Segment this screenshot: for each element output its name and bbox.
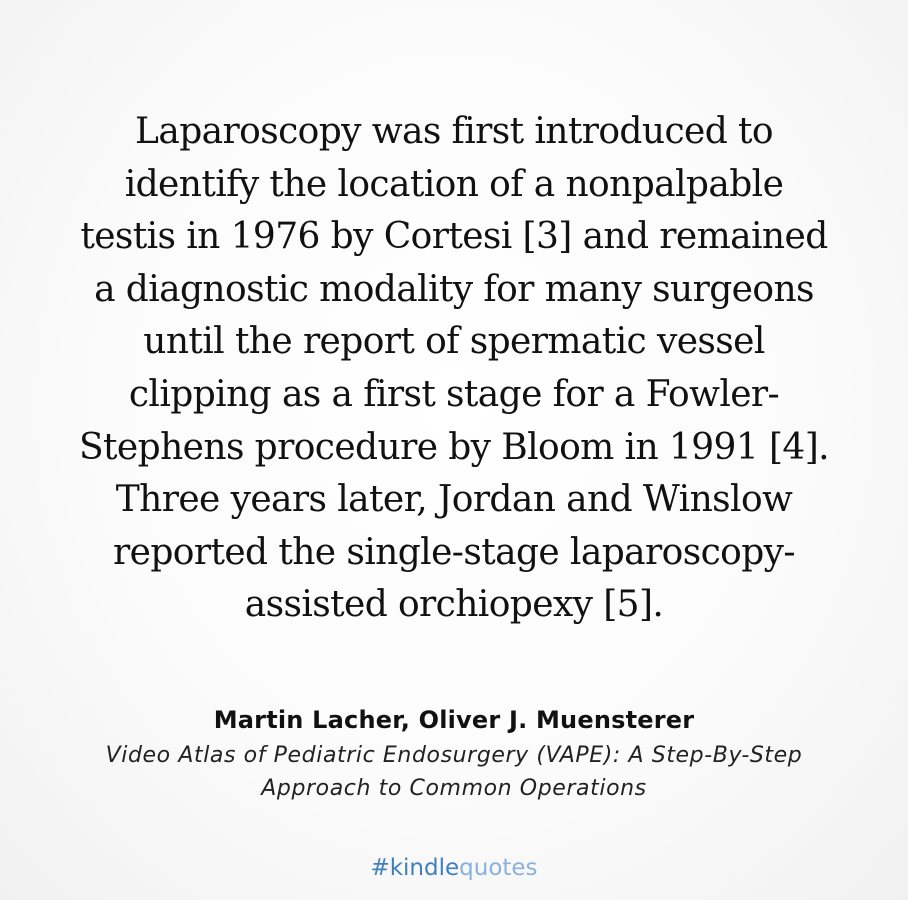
book-title: [30, 739, 878, 805]
book-title-line: Video Atlas of Pediatric Endosurgery (VAPE): A Step-By-Step: [105, 743, 803, 768]
quote-line: reported the single-stage laparoscopy-: [113, 531, 795, 573]
book-title-line: Approach to Common Operations: [261, 776, 647, 801]
quote-line: identify the location of a nonpalpable: [124, 163, 784, 205]
hashtag-kindle: #kindle: [370, 855, 460, 881]
author-names: Martin Lacher, Oliver J. Muensterer: [213, 706, 695, 734]
kindlequotes-hashtag: [0, 852, 908, 884]
quote-line: Laparoscopy was first introduced to: [135, 111, 773, 152]
quote-line: a diagnostic modality for many surgeons: [94, 268, 814, 310]
quote-line: Stephens procedure by Bloom in 1991 [4].: [78, 426, 830, 468]
quote-text: [20, 106, 888, 632]
quote-line: clipping as a first stage for a Fowler-: [128, 373, 780, 415]
quote-line: assisted orchiopexy [5].: [244, 584, 664, 626]
quote-line: Three years later, Jordan and Winslow: [115, 479, 793, 521]
hashtag-quotes: quotes: [459, 855, 538, 881]
quote-line: until the report of spermatic vessel: [143, 321, 765, 363]
quote-line: testis in 1976 by Cortesi [3] and remained: [80, 216, 828, 258]
